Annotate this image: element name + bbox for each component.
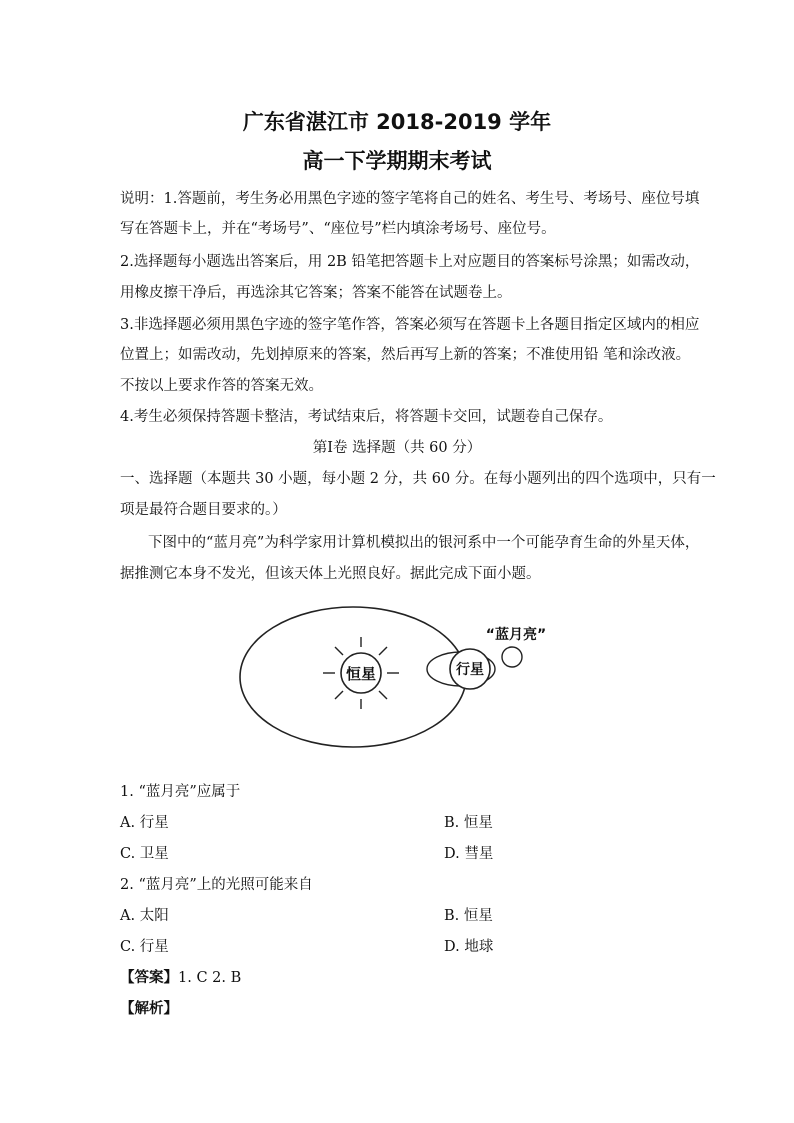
option-a: A. 行星	[120, 815, 169, 831]
answer-label: 【答案】	[120, 969, 178, 986]
star-label: 恒星	[345, 665, 377, 683]
instruction-line: 4.考生必须保持答题卡整洁，考试结束后，将答题卡交回，试题卷自己保存。	[120, 409, 613, 425]
page-title: 广东省湛江市 2018-2019 学年	[242, 110, 552, 134]
instruction-line: 不按以上要求作答的答案无效。	[120, 378, 323, 394]
part-intro-line: 项是最符合题目要求的。）	[120, 502, 287, 518]
option-d: D. 彗星	[444, 846, 494, 862]
instruction-line: 位置上；如需改动，先划掉原来的答案，然后再写上新的答案；不准使用铅 笔和涂改液。	[120, 347, 691, 363]
option-c: C. 卫星	[120, 846, 169, 862]
analysis-label: 【解析】	[120, 1000, 178, 1017]
blue-moon-circle	[502, 647, 522, 667]
answer-text: 1. C 2. B	[178, 970, 242, 986]
option-b: B. 恒星	[444, 908, 493, 924]
option-b: B. 恒星	[444, 815, 493, 831]
instruction-line: 说明：1.答题前，考生务必用黑色字迹的签字笔将自己的姓名、考生号、考场号、座位号填	[120, 191, 700, 207]
passage-line: 下图中的“蓝月亮”为科学家用计算机模拟出的银河系中一个可能孕育生命的外星天体，	[148, 535, 700, 551]
section-title: 第Ⅰ卷 选择题（共 60 分）	[312, 440, 482, 456]
instruction-line: 用橡皮擦干净后，再选涂其它答案；答案不能答在试题卷上。	[120, 285, 512, 301]
instruction-line: 3.非选择题必须用黑色字迹的签字笔作答，答案必须写在答题卡上各题目指定区域内的相应	[120, 317, 700, 333]
question-stem: 1. “蓝月亮”应属于	[120, 784, 241, 800]
part-intro-line: 一、选择题（本题共 30 小题，每小题 2 分，共 60 分。在每小题列出的四个选项中，只有一	[120, 471, 716, 487]
option-c: C. 行星	[120, 939, 169, 955]
passage-line: 据推测它本身不发光，但该天体上光照良好。据此完成下面小题。	[120, 566, 541, 582]
planet-label: 行星	[456, 662, 484, 678]
page-subtitle: 高一下学期期末考试	[302, 149, 492, 173]
instruction-line: 写在答题卡上，并在“考场号”、“座位号”栏内填涂考场号、座位号。	[120, 221, 556, 237]
instruction-line: 2.选择题每小题选出答案后，用 2B 铅笔把答题卡上对应题目的答案标号涂黑；如需改动，	[120, 254, 700, 270]
answer-line	[120, 966, 241, 987]
option-a: A. 太阳	[120, 908, 169, 924]
moon-label: “蓝月亮”	[485, 627, 547, 643]
question-stem: 2. “蓝月亮”上的光照可能来自	[120, 877, 313, 893]
option-d: D. 地球	[444, 939, 494, 955]
orbit-diagram	[236, 605, 566, 765]
